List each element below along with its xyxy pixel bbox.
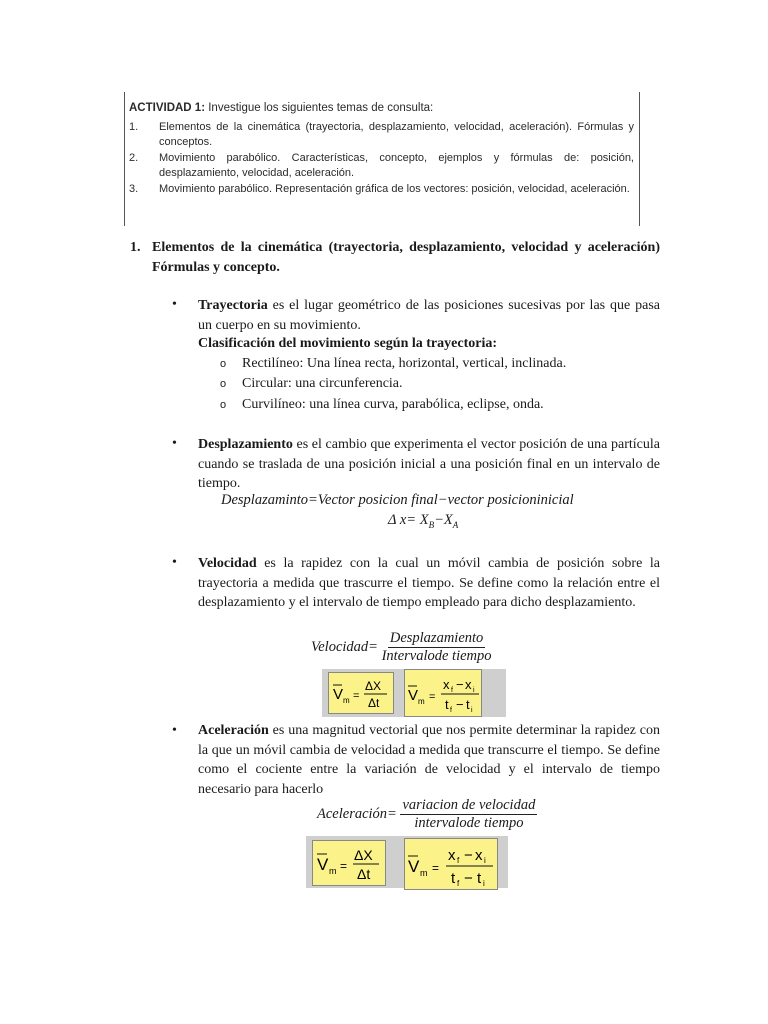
svg-text:f: f [457,879,460,888]
svg-text:Δt: Δt [357,866,371,882]
svg-text:V: V [408,857,420,876]
vm-difference-svg [405,839,497,889]
delta-x-formula: Δ $x= X_B-X_A$ [388,512,459,530]
velocidad-paragraph: Velocidad es la rapidez con la cual un móvil cambia de posición sobre la trayectoria a medida que trascurre el tiempo. Se define como la relación entre el desplazamiento y el intervalo de tiempo empleado para dicho desplazamiento. [198,556,660,611]
velocidad-formula: Velocidad= $\frac{\text{Desplazamiento}}{\text{Intervalode tiempo}}$ [311,630,492,664]
vm-delta-svg [329,673,393,713]
svg-text:t: t [477,870,482,887]
svg-text:ΔX: ΔX [365,679,382,693]
list-item: 3. Movimiento parabólico. Representación gráfica de los vectores: posición, velocidad, aceleración. [129,182,630,195]
svg-text:−: − [456,677,464,692]
svg-text:−: − [464,847,473,864]
svg-text:=: = [353,690,360,702]
svg-text:f: f [451,687,453,694]
list-item: o Rectilíneo: Una línea recta, horizontal, vertical, inclinada. [220,356,567,371]
svg-text:−: − [456,697,464,712]
svg-text:=: = [429,691,436,703]
trayectoria-paragraph: Trayectoria es el lugar geométrico de las posiciones sucesivas por las que pasa un cuerpo en su movimiento. [198,298,660,333]
svg-text:m: m [418,697,425,706]
svg-text:Δt: Δt [368,696,380,710]
svg-text:t: t [451,870,456,887]
trayectoria-subtitle: Clasificación del movimiento según la trayectoria: [198,336,498,351]
svg-text:i: i [471,707,473,714]
svg-text:x: x [465,677,472,692]
v-symbol: V [333,686,344,703]
list-item: 2. Movimiento parabólico. Características, concepto, ejemplos y fórmulas de: posición, desplazamiento, velocidad, aceleración. [129,151,634,180]
desplazamiento-formula: Desplazaminto=Vector posicion final−vector posicioninicial [221,492,574,508]
aceleracion-paragraph: Aceleración es una magnitud vectorial que nos permite determinar la rapidez con la que un móvil cambia de velocidad a medida que transcurre el tiempo. Se define como el cociente entre la variación de velocidad y el intervalo de tiempo necesario para hacerlo [198,723,660,797]
svg-text:=: = [432,861,440,875]
svg-text:x: x [443,677,450,692]
vm-difference-formula-image [404,838,498,890]
svg-text:m: m [329,866,337,876]
bullet: • [172,436,177,451]
svg-text:V: V [408,687,419,704]
list-item: 1. Elementos de la cinemática (trayectoria, desplazamiento, velocidad, aceleración). Fórmulas y conceptos. [129,121,634,149]
list-item: o Circular: una circunferencia. [220,376,403,391]
svg-text:i: i [484,856,486,865]
activity-title: ACTIVIDAD 1: Investigue los siguientes temas de consulta: [129,102,434,114]
svg-text:x: x [448,847,456,864]
vm-difference-svg [405,670,481,716]
activity-box [124,92,640,226]
desplazamiento-paragraph: Desplazamiento es el cambio que experimenta el vector posición de una partícula cuando se traslada de una posición inicial a una posición final en un intervalo de tiempo. [198,437,660,492]
svg-text:ΔX: ΔX [354,847,373,863]
svg-text:f: f [450,707,452,714]
list-item: o Curvilíneo: una línea curva, parabólica, eclipse, onda. [220,397,544,412]
bullet: • [172,723,177,738]
svg-text:x: x [475,847,483,864]
svg-text:−: − [464,870,473,887]
section-heading: 1. Elementos de la cinemática (trayectoria, desplazamiento, velocidad y aceleración) Fórmulas y concepto. [130,240,660,275]
svg-text:f: f [457,856,460,865]
svg-text:m: m [420,868,428,878]
vm-delta-formula-image [328,672,394,714]
aceleracion-formula: Aceleración= $\frac{\text{variacion de velocidad}}{\text{intervalode tiempo}}$ [317,797,536,831]
bullet: • [172,297,177,312]
svg-text:=: = [340,859,348,873]
vm-delta-formula-image [312,840,386,886]
svg-text:V: V [317,855,329,874]
svg-text:t: t [445,697,449,712]
svg-text:m: m [343,696,350,705]
vm-delta-svg [313,841,385,885]
svg-text:i: i [483,879,485,888]
svg-text:i: i [473,687,475,694]
svg-text:t: t [466,697,470,712]
vm-difference-formula-image [404,669,482,717]
bullet: • [172,555,177,570]
activity-list [129,120,634,197]
